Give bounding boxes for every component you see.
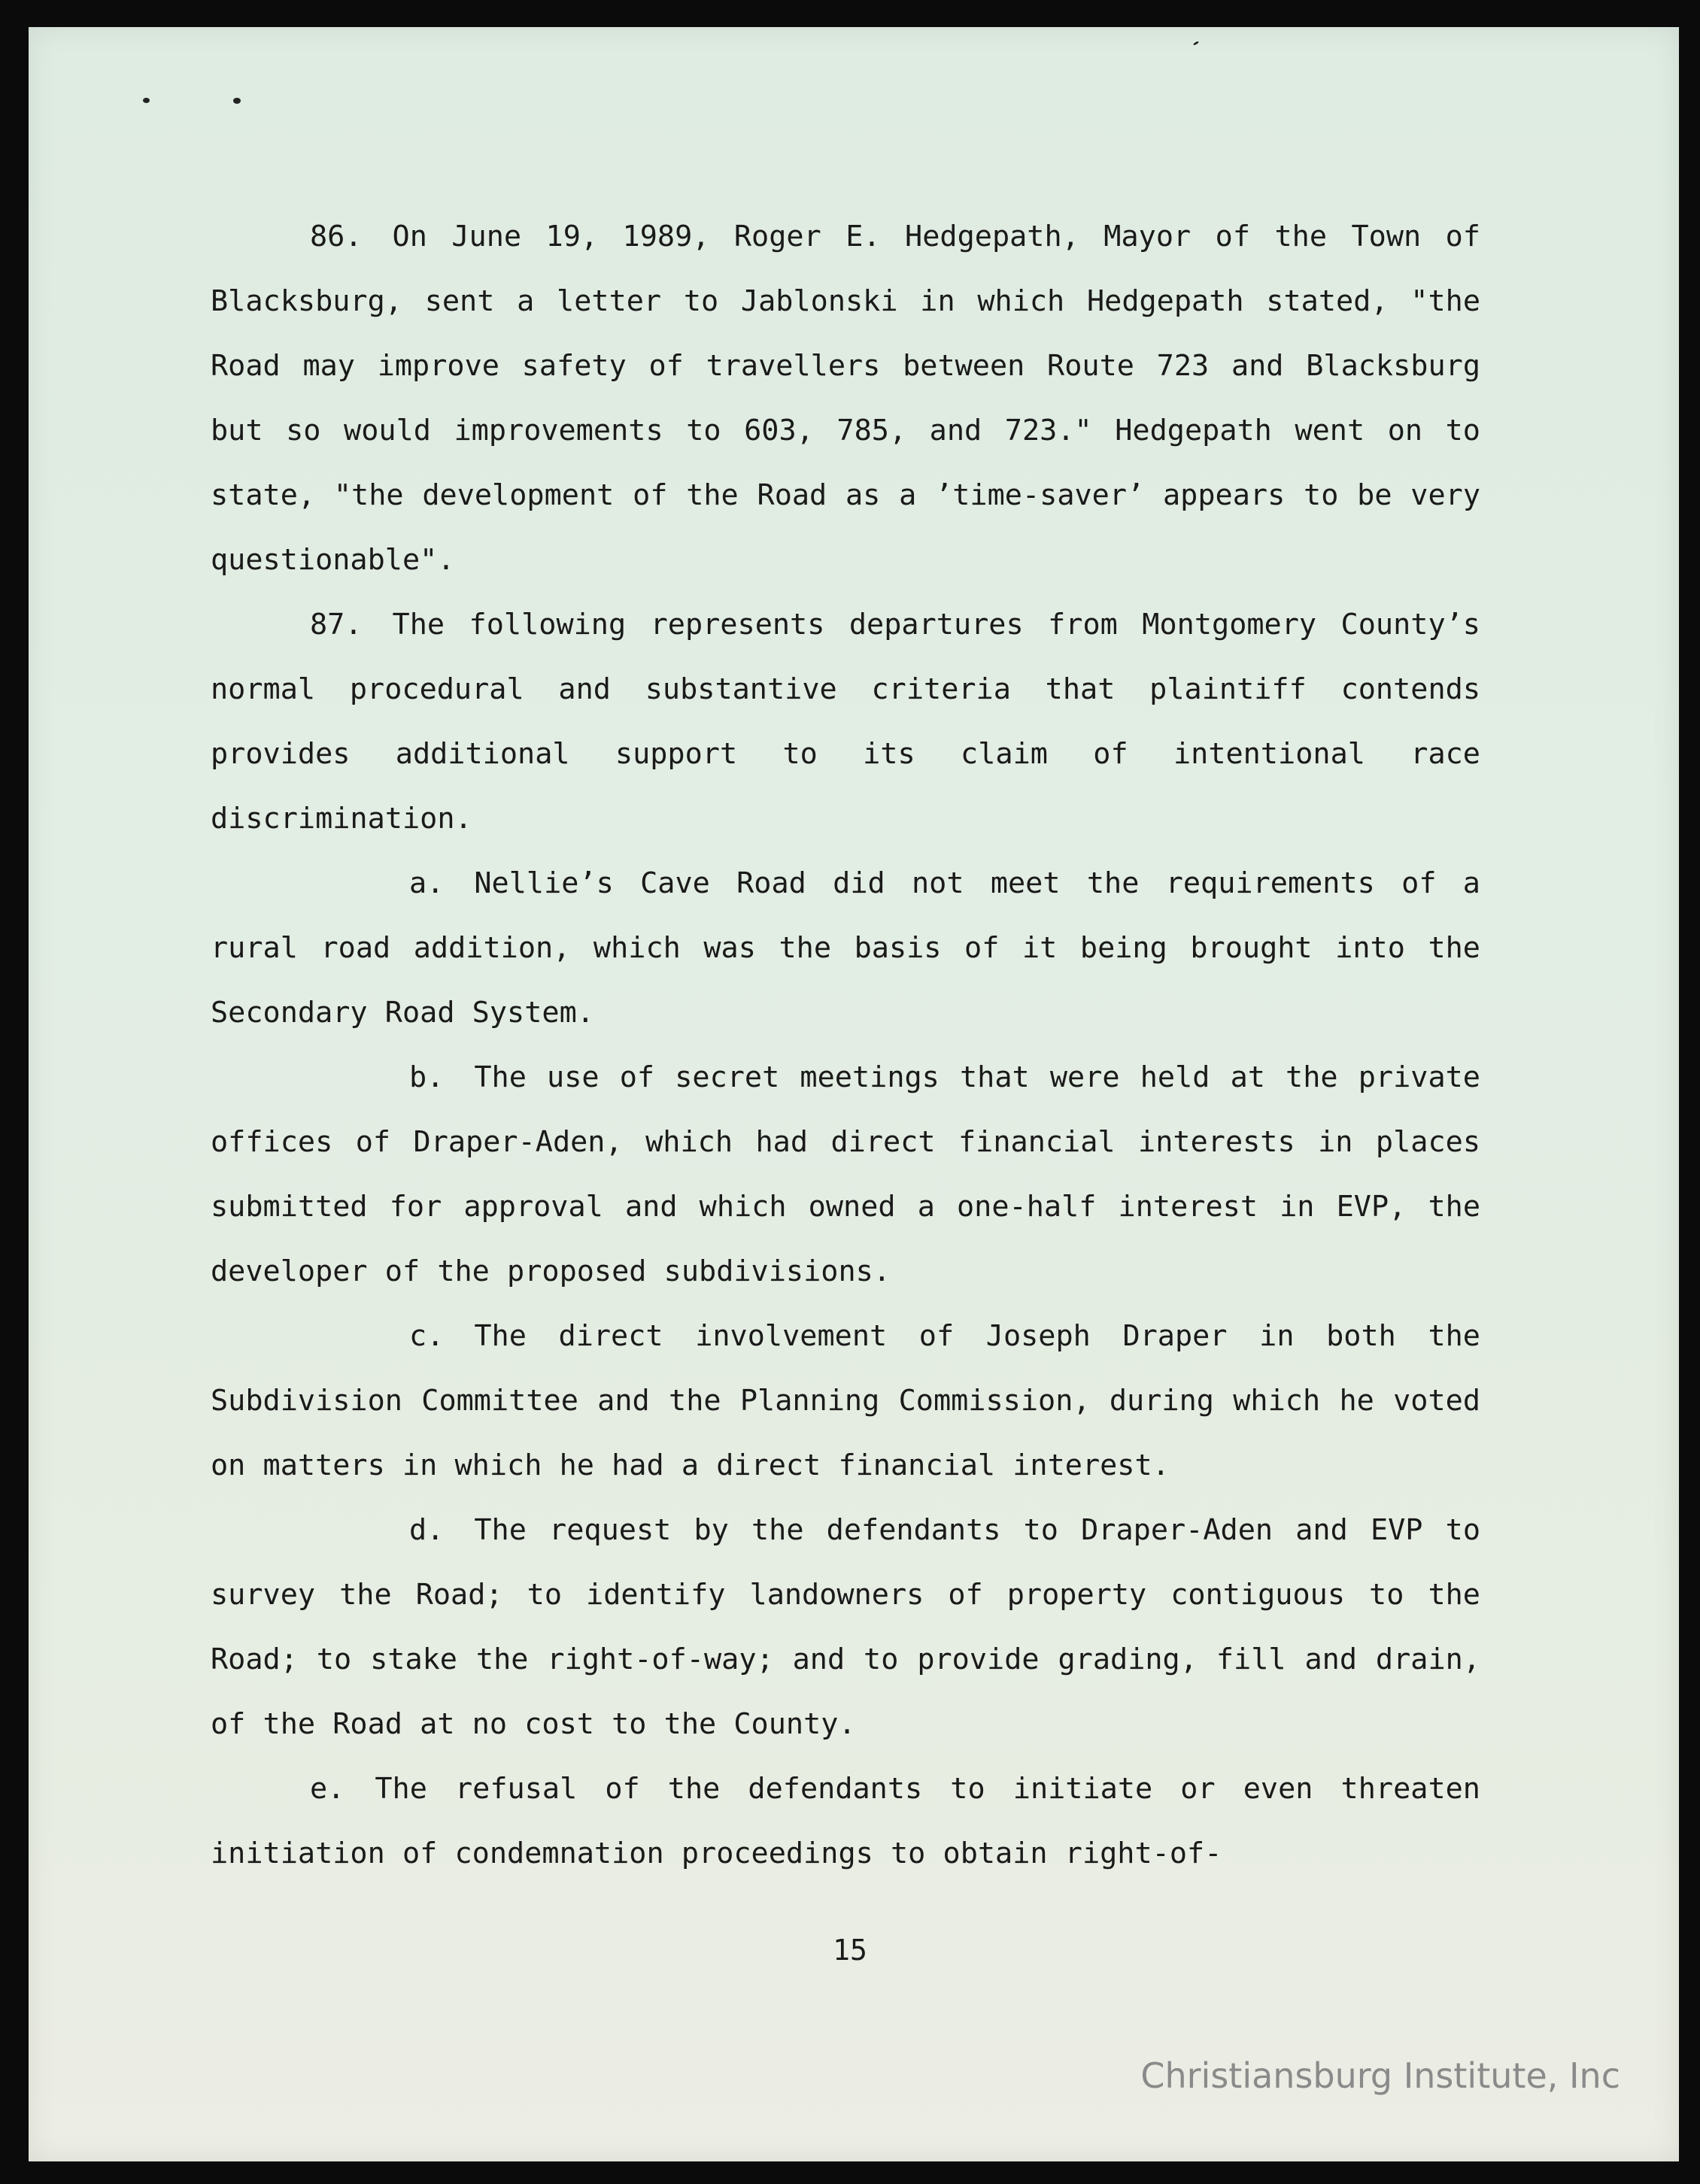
page-number: 15: [833, 1934, 867, 1967]
list-item-label: a.: [409, 866, 445, 900]
list-item-text: Nellie’s Cave Road did not meet the requirements of a rural road addition, which was the basis of it being brought into the Secondary Road System.: [211, 866, 1480, 1030]
document-body: [211, 205, 1480, 1886]
scan-speck: [1193, 41, 1199, 46]
list-item-e: [211, 1757, 1480, 1886]
paragraph-label: 86.: [310, 220, 363, 253]
list-item-text: The refusal of the defendants to initiate or even threaten initiation of condemnation proceedings to obtain right-of-: [211, 1772, 1480, 1870]
list-item-label: b.: [409, 1060, 445, 1094]
list-item-a: [211, 851, 1480, 1045]
list-item-text: The use of secret meetings that were held at the private offices of Draper-Aden, which had direct financial interests in places submitted for approval and which owned a one-half interest in EVP, the developer of the proposed subdivisions.: [211, 1060, 1480, 1288]
list-item-text: The request by the defendants to Draper-Aden and EVP to survey the Road; to identify landowners of property contiguous to the Road; to stake the right-of-way; and to provide grading, fill and drain, of the Road at no cost to the County.: [211, 1513, 1480, 1741]
paragraph-label: 87.: [310, 608, 363, 642]
paragraph-86: [211, 205, 1480, 593]
list-item-label: d.: [409, 1513, 445, 1547]
list-item-d: [211, 1498, 1480, 1757]
archive-watermark: Christiansburg Institute, Inc: [1140, 2055, 1620, 2096]
scan-speck: [233, 98, 241, 104]
list-item-text: The direct involvement of Joseph Draper in both the Subdivision Committee and the Planning Commission, during which he voted on matters in which he had a direct financial interest.: [211, 1319, 1480, 1482]
paragraph-text: The following represents departures from Montgomery County’s normal procedural and substantive criteria that plaintiff contends provides additional support to its claim of intentional race discrimination.: [211, 608, 1480, 836]
paragraph-87: [211, 593, 1480, 851]
paragraph-text: On June 19, 1989, Roger E. Hedgepath, Mayor of the Town of Blacksburg, sent a letter to Jablonski in which Hedgepath stated, "the Road may improve safety of travellers between Route 723 and Blacksburg but so would improvements to 603, 785, and 723." Hedgepath went on to state, "the development of the Road as a ’time-saver’ appears to be very questionable".: [211, 220, 1480, 577]
list-item-c: [211, 1304, 1480, 1498]
list-item-label: e.: [310, 1772, 345, 1806]
scan-speck: [143, 98, 150, 103]
list-item-b: [211, 1045, 1480, 1304]
list-item-label: c.: [409, 1319, 445, 1353]
